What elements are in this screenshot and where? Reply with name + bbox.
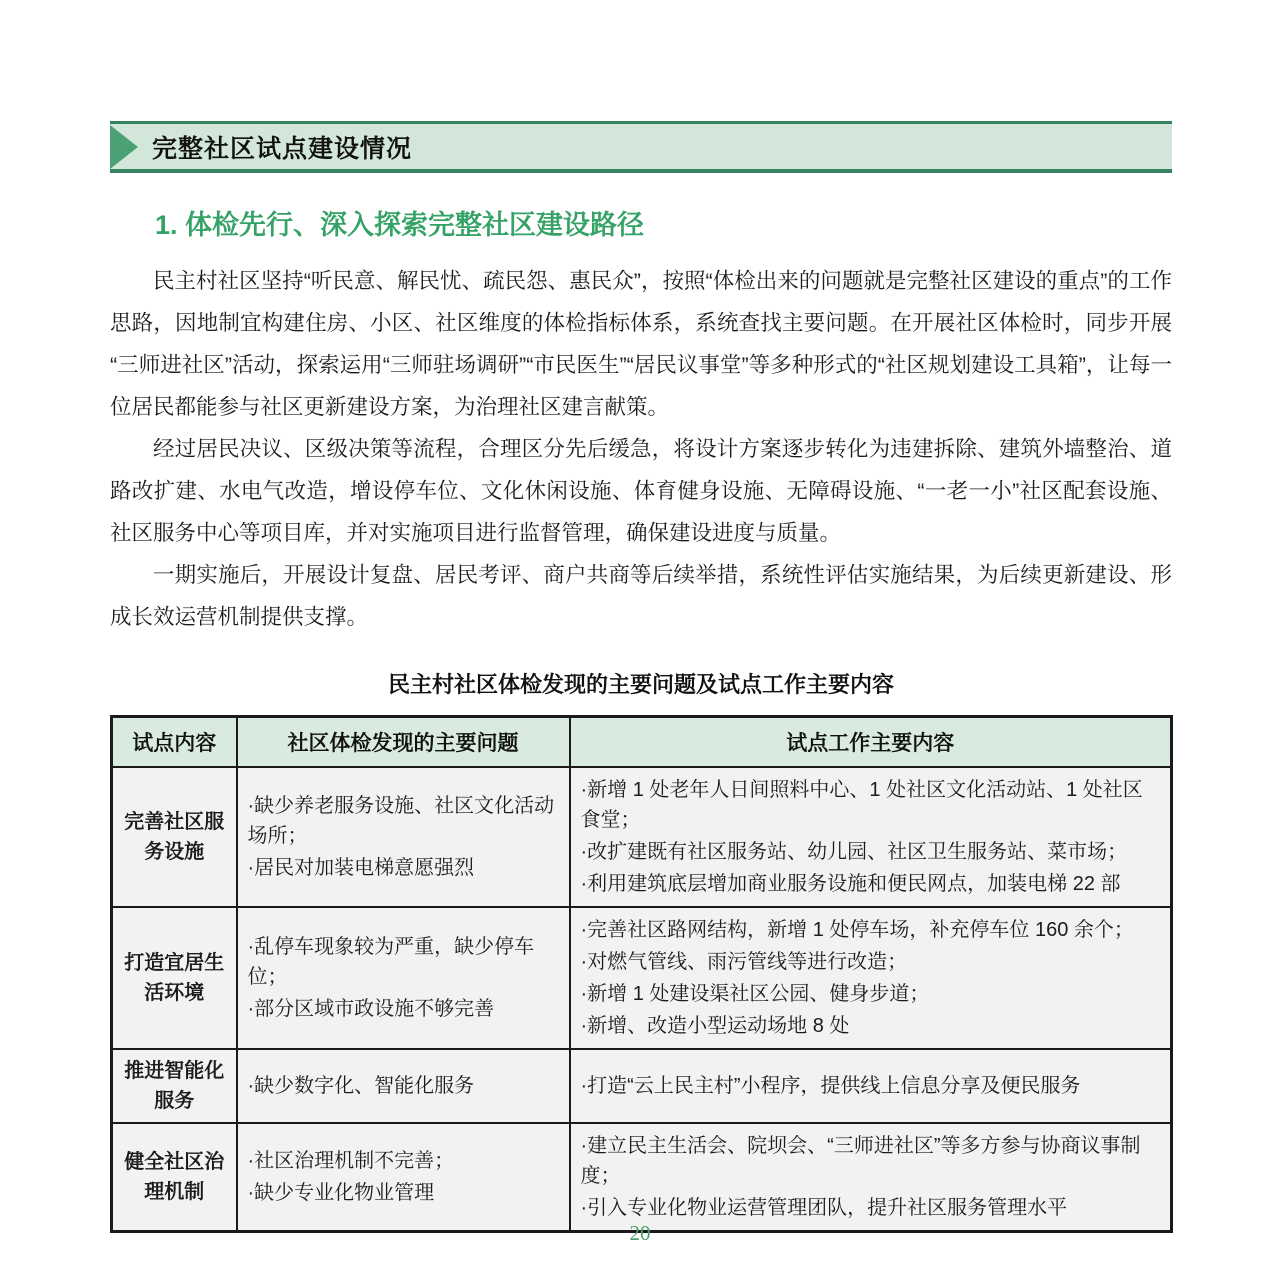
row-actions xyxy=(570,1123,1172,1232)
bullet-item: ·利用建筑底层增加商业服务设施和便民网点，加装电梯 22 部 xyxy=(580,872,1121,895)
bullet-item: ·完善社区路网结构，新增 1 处停车场，补充停车位 160 余个； xyxy=(580,918,1134,941)
page-number: 20 xyxy=(629,1221,651,1245)
row-category: 推进智能化服务 xyxy=(112,1049,237,1123)
body-paragraph: 民主村社区坚持“听民意、解民忧、疏民怨、惠民众”，按照“体检出来的问题就是完整社区建设的重点”的工作思路，因地制宜构建住房、小区、社区维度的体检指标体系，系统查找主要问题。在开展社区体检时，同步开展“三师进社区”活动，探索运用“三师驻场调研”“市民医生”“居民议事堂”等多种形式的“社区规划建设工具箱”，让每一位居民都能参与社区更新建设方案，为治理社区建言献策。 xyxy=(110,269,1172,419)
body-paragraph: 经过居民决议、区级决策等流程，合理区分先后缓急，将设计方案逐步转化为违建拆除、建筑外墙整治、道路改扩建、水电气改造，增设停车位、文化休闲设施、体育健身设施、无障碍设施、“一老一小”社区配套设施、社区服务中心等项目库，并对实施项目进行监督管理，确保建设进度与质量。 xyxy=(110,437,1172,545)
row-problems xyxy=(237,1049,570,1123)
table-row xyxy=(112,1123,1172,1232)
bullet-item: ·引入专业化物业运营管理团队，提升社区服务管理水平 xyxy=(580,1196,1068,1219)
table-title: 民主村社区体检发现的主要问题及试点工作主要内容 xyxy=(387,672,894,697)
section-title: 完整社区试点建设情况 xyxy=(152,134,413,163)
row-category: 打造宜居生活环境 xyxy=(112,907,237,1049)
bullet-item: ·建立民主生活会、院坝会、“三师进社区”等多方参与协商议事制度； xyxy=(580,1134,1141,1187)
bullet-item: ·对燃气管线、雨污管线等进行改造； xyxy=(580,950,908,973)
bullet-item: ·改扩建既有社区服务站、幼儿园、社区卫生服务站、菜市场； xyxy=(580,840,1128,863)
subsection-title: 1. 体检先行、深入探索完整社区建设路径 xyxy=(155,210,645,240)
row-actions xyxy=(570,1049,1172,1123)
body-text xyxy=(110,260,1172,638)
pilot-table-body xyxy=(112,767,1172,1232)
page-footer xyxy=(0,1221,1280,1246)
body-paragraph: 一期实施后，开展设计复盘、居民考评、商户共商等后续举措，系统性评估实施结果，为后续更新建设、形成长效运营机制提供支撑。 xyxy=(110,563,1172,629)
bullet-item: ·打造“云上民主村”小程序，提供线上信息分享及便民服务 xyxy=(580,1074,1081,1097)
bullet-item: ·缺少养老服务设施、社区文化活动场所； xyxy=(247,794,555,847)
column-header-actions: 试点工作主要内容 xyxy=(570,717,1172,767)
bullet-item: ·新增 1 处建设渠社区公园、健身步道； xyxy=(580,982,930,1005)
bullet-item: ·新增 1 处老年人日间照料中心、1 处社区文化活动站、1 处社区食堂； xyxy=(580,778,1143,831)
row-category: 健全社区治理机制 xyxy=(112,1123,237,1232)
bullet-item: ·缺少数字化、智能化服务 xyxy=(247,1074,475,1097)
bullet-item: ·社区治理机制不完善； xyxy=(247,1149,455,1172)
row-actions xyxy=(570,767,1172,907)
row-actions xyxy=(570,907,1172,1049)
column-header-category: 试点内容 xyxy=(112,717,237,767)
chevron-right-icon xyxy=(110,125,138,169)
bullet-item: ·居民对加装电梯意愿强烈 xyxy=(247,856,475,879)
bullet-item: ·缺少专业化物业管理 xyxy=(247,1181,435,1204)
bullet-item: ·部分区域市政设施不够完善 xyxy=(247,997,495,1020)
table-row xyxy=(112,767,1172,907)
row-problems xyxy=(237,907,570,1049)
column-header-problems: 社区体检发现的主要问题 xyxy=(237,717,570,767)
pilot-table xyxy=(110,715,1173,1233)
row-problems xyxy=(237,1123,570,1232)
bullet-item: ·新增、改造小型运动场地 8 处 xyxy=(580,1014,850,1037)
table-row xyxy=(112,1049,1172,1123)
pilot-table-header xyxy=(112,717,1172,767)
table-row xyxy=(112,907,1172,1049)
section-banner xyxy=(110,121,1172,173)
row-problems xyxy=(237,767,570,907)
bullet-item: ·乱停车现象较为严重，缺少停车位； xyxy=(247,935,535,988)
row-category: 完善社区服务设施 xyxy=(112,767,237,907)
